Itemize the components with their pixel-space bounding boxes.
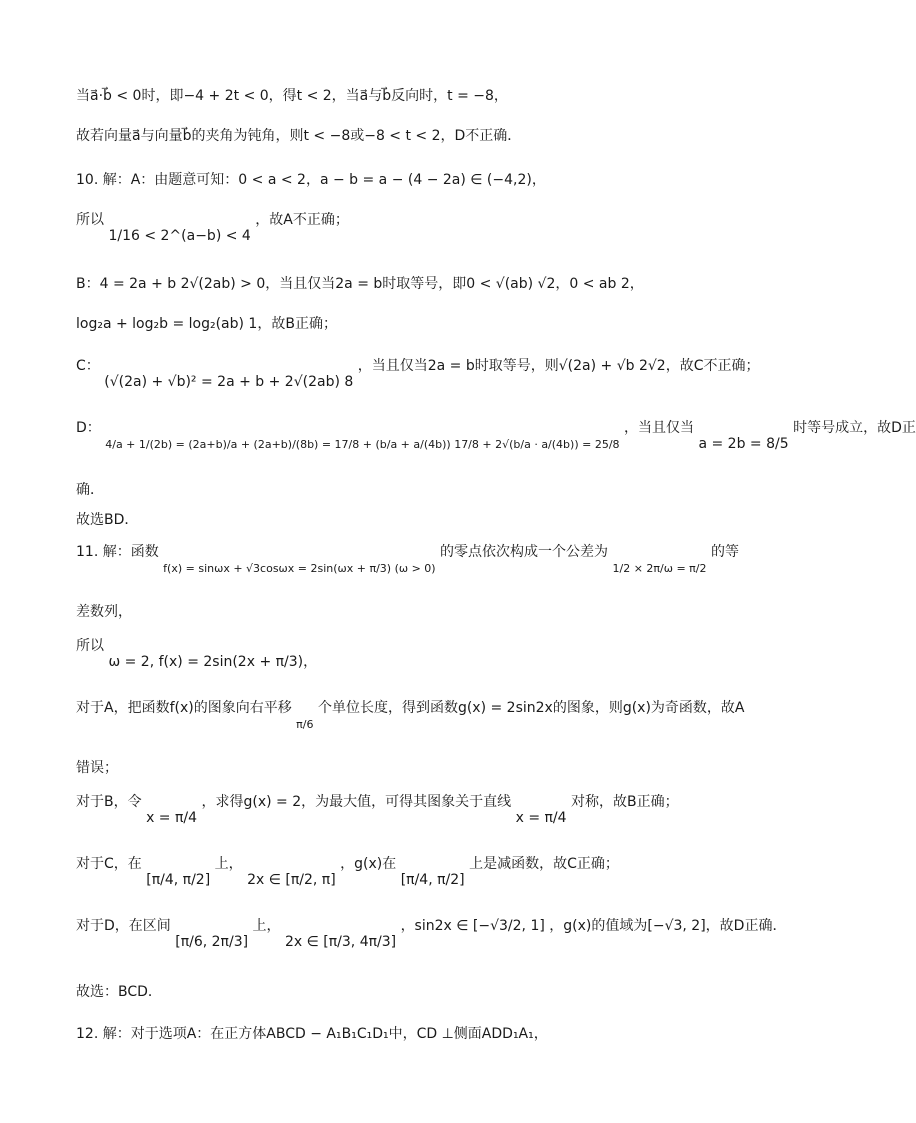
math-interval: [π/4, π/2]: [400, 872, 465, 888]
line-19: [76, 982, 162, 1002]
line-text: B：4 = 2a + b 2√(2ab) > 0，当且仅当2a = b时取等号，即0 < √(ab) √2，0 < ab 2，: [76, 276, 644, 292]
line-20: [76, 1024, 548, 1044]
line-15: [76, 758, 118, 778]
line-13: [76, 636, 318, 670]
line-text: 上，: [252, 918, 281, 934]
line-3: [76, 170, 546, 190]
line-text: 确．: [76, 482, 104, 498]
math-expression: 2x ∈ [π/3, 4π/3]: [284, 934, 397, 950]
line-text: 所以: [76, 212, 104, 228]
math-expression: (√(2a) + √b)² = 2a + b + 2√(2ab) 8: [104, 374, 354, 390]
line-text: 10. 解：A：由题意可知：0 < a < 2，a − b = a − (4 − 2a) ∈ (−4,2)，: [76, 172, 546, 188]
line-text: 故若向量a⃗与向量b⃗的夹角为钝角，则t < −8或−8 < t < 2，D不正确．: [76, 128, 522, 144]
line-text: 故选：BCD．: [76, 984, 162, 1000]
math-expression: 1/2 × 2π/ω = π/2: [612, 562, 707, 575]
line-text: 对于C，在: [76, 856, 142, 872]
math-expression: a = 2b = 8/5: [698, 436, 789, 452]
line-text: ，当且仅当2a = b时取等号，则√(2a) + √b 2√2，故C不正确；: [357, 358, 760, 374]
line-text: 的等: [710, 544, 739, 560]
line-text: 对于D，在区间: [76, 918, 171, 934]
line-text: ，求得g(x) = 2，为最大值，可得其图象关于直线: [201, 794, 512, 810]
line-18: [76, 916, 787, 950]
math-expression: x = π/4: [515, 810, 567, 826]
line-text: ，g(x)在: [340, 856, 397, 872]
line-text: 12. 解：对于选项A：在正方体ABCD − A₁B₁C₁D₁中，CD ⊥侧面ADD₁A₁，: [76, 1026, 548, 1042]
line-17: [76, 854, 619, 888]
line-text: 对称，故B正确；: [571, 794, 679, 810]
line-6: [76, 314, 337, 334]
line-text: 11. 解：函数: [76, 544, 159, 560]
line-text: 个单位长度，得到函数g(x) = 2sin2x的图象，则g(x)为奇函数，故A: [317, 700, 745, 716]
line-12: [76, 602, 132, 622]
math-interval: [π/4, π/2]: [146, 872, 211, 888]
line-5: [76, 274, 644, 294]
line-text: 对于A，把函数f(x)的图象向右平移: [76, 700, 292, 716]
line-text: 上是减函数，故C正确；: [469, 856, 619, 872]
line-16: [76, 792, 679, 826]
line-text: ，故A不正确；: [255, 212, 349, 228]
math-expression: x = π/4: [146, 810, 198, 826]
math-expression: f(x) = sinωx + √3cosωx = 2sin(ωx + π/3) (ω > 0): [163, 562, 436, 575]
line-text: D：: [76, 420, 101, 436]
line-text: 时等号成立，故D正: [793, 420, 916, 436]
line-text: 当a⃗·b⃗ < 0时，即−4 + 2t < 0，得t < 2，当a⃗与b⃗反向时，t = −8，: [76, 88, 508, 104]
line-text: 所以: [76, 638, 104, 654]
line-text: 故选BD．: [76, 512, 139, 528]
line-text: C：: [76, 358, 100, 374]
math-expression: ω = 2, f(x) = 2sin(2x + π/3)，: [108, 654, 318, 670]
line-11: [76, 542, 739, 575]
line-text: 差数列，: [76, 604, 132, 620]
line-14: [76, 698, 745, 731]
math-expression: 2x ∈ [π/2, π]: [247, 872, 336, 888]
line-8: [76, 418, 916, 452]
math-expression: π/6: [296, 718, 314, 731]
math-expression: 4/a + 1/(2b) = (2a+b)/a + (2a+b)/(8b) = 17/8 + (b/a + a/(4b)) 17/8 + 2√(b/a · a/(4b)) = 25/8: [105, 438, 620, 451]
line-text: ，g(x)的值域为[−√3, 2]，故D正确．: [549, 918, 787, 934]
line-1: [76, 86, 508, 106]
line-text: 的零点依次构成一个公差为: [440, 544, 609, 560]
line-9: [76, 480, 104, 500]
line-text: 对于B，令: [76, 794, 142, 810]
math-inequality: 1/16 < 2^(a−b) < 4: [108, 228, 251, 244]
line-text: 上，: [214, 856, 243, 872]
line-10: [76, 510, 138, 530]
line-text: 错误；: [76, 760, 118, 776]
line-text: ，当且仅当: [624, 420, 694, 436]
line-text: log₂a + log₂b = log₂(ab) 1，故B正确；: [76, 316, 337, 332]
line-2: [76, 126, 521, 146]
line-4: [76, 210, 349, 244]
math-interval: [π/6, 2π/3]: [175, 934, 249, 950]
line-7: [76, 356, 760, 390]
math-expression: ，sin2x ∈ [−√3/2, 1]: [400, 918, 545, 934]
